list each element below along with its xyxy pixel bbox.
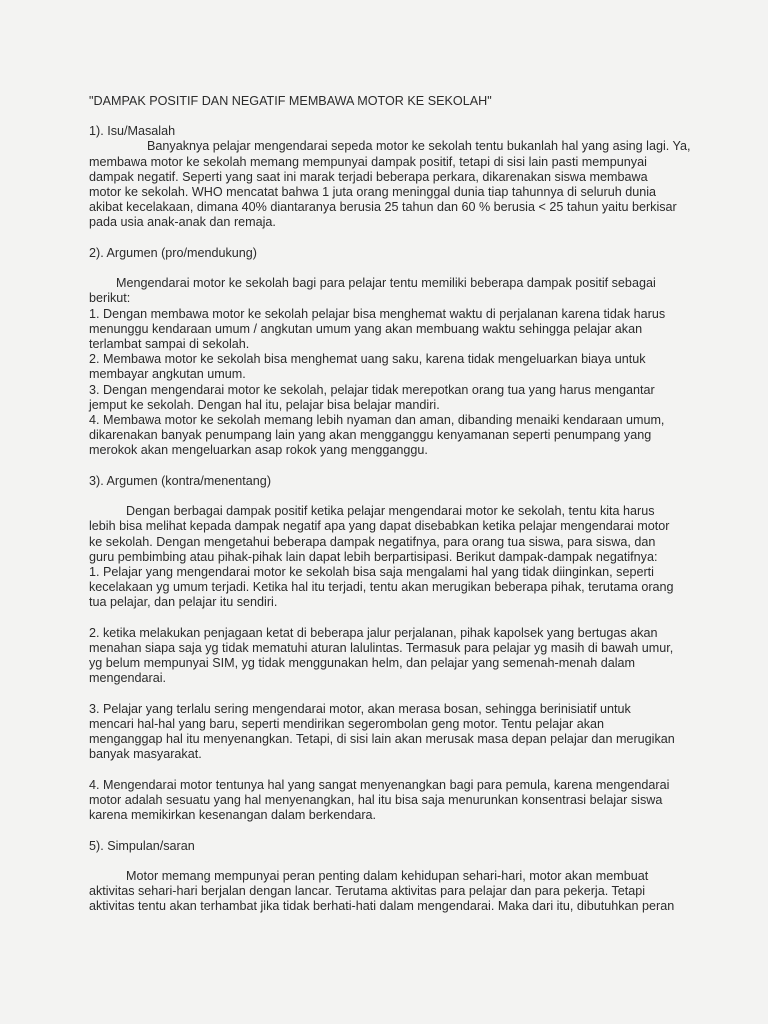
text-line: 2. Membawa motor ke sekolah bisa menghemat uang saku, karena tidak mengeluarkan biaya untuk: [89, 352, 646, 367]
text-line: guru pembimbing atau pihak-pihak lain dapat lebih berpartisipasi. Berikut dampak-dampak negatifnya:: [89, 549, 658, 564]
text-line: aktivitas sehari-hari berjalan dengan lancar. Terutama aktivitas para pelajar dan para pekerja. Tetapi: [89, 884, 646, 899]
text-line: ke sekolah. Dengan mengetahui beberapa dampak negatifnya, para orang tua siswa, para siswa, dan: [89, 534, 656, 549]
text-line: banyak masyarakat.: [89, 747, 202, 762]
text-line: kecelakaan yg umum terjadi. Ketika hal itu terjadi, tentu akan merugikan beberapa pihak, terutama orang: [89, 580, 674, 595]
paragraph-gap: [89, 611, 689, 626]
text-line: merokok akan mengeluarkan asap rokok yang mengganggu.: [89, 443, 428, 458]
document-title: "DAMPAK POSITIF DAN NEGATIF MEMBAWA MOTOR KE SEKOLAH": [89, 94, 492, 108]
document-body: [89, 124, 689, 914]
text-line: Dengan berbagai dampak positif ketika pelajar mengendarai motor ke sekolah, tentu kita harus: [126, 504, 655, 519]
text-line: motor adalah sesuatu yang hal menyenangkan, hal itu bisa saja menurunkan konsentrasi belajar siswa: [89, 793, 663, 808]
paragraph-gap: [89, 231, 689, 246]
text-line: berikut:: [89, 291, 131, 306]
text-line: 2. ketika melakukan penjagaan ketat di beberapa jalur perjalanan, pihak kapolsek yang bertugas akan: [89, 625, 658, 640]
text-line: menganggap hal itu menyenangkan. Tetapi, di sisi lain akan merusak masa depan pelajar dan merugikan: [89, 732, 675, 747]
text-line: 1). Isu/Masalah: [89, 124, 176, 139]
paragraph-gap: [89, 489, 689, 504]
text-line: jemput ke sekolah. Dengan hal itu, pelajar bisa belajar mandiri.: [89, 397, 440, 412]
text-line: aktivitas tentu akan terhambat jika tidak berhati-hati dalam mengendarai. Maka dari itu, dibutuhkan peran: [89, 899, 675, 914]
text-line: 1. Pelajar yang mengendarai motor ke sekolah bisa saja mengalami hal yang tidak diinginkan, seperti: [89, 565, 654, 580]
document-page: [89, 94, 689, 915]
text-line: membayar angkutan umum.: [89, 367, 246, 382]
text-line: 2). Argumen (pro/mendukung): [89, 245, 258, 260]
text-line: 3. Dengan mengendarai motor ke sekolah, pelajar tidak merepotkan orang tua yang harus mengantar: [89, 382, 655, 397]
text-line: terlambat sampai di sekolah.: [89, 337, 250, 352]
text-line: 3. Pelajar yang terlalu sering mengendarai motor, akan merasa bosan, sehingga berinisiatif untuk: [89, 701, 631, 716]
text-line: menunggu kendaraan umum / angkutan umum yang akan membuang waktu sehingga pelajar akan: [89, 321, 643, 336]
paragraph-gap: [89, 261, 689, 276]
text-line: yg belum mempunyai SIM, yg tidak menggunakan helm, dan pelajar yang semenah-menah dalam: [89, 656, 636, 671]
text-line: akibat kecelakaan, dimana 40% diantaranya berusia 25 tahun dan 60 % berusia < 25 tahun yaitu berkisar: [89, 200, 677, 215]
text-line: mencari hal-hal yang baru, seperti mendirikan segerombolan geng motor. Tentu pelajar akan: [89, 717, 605, 732]
text-line: Banyaknya pelajar mengendarai sepeda motor ke sekolah tentu bukanlah hal yang asing lagi. Ya,: [147, 139, 691, 154]
text-line: Motor memang mempunyai peran penting dalam kehidupan sehari-hari, motor akan membuat: [126, 869, 649, 884]
text-line: motor ke sekolah. WHO mencatat bahwa 1 juta orang meninggal dunia tiap tahunnya di seluruh dunia: [89, 185, 657, 200]
text-line: lebih bisa melihat kepada dampak negatif apa yang dapat disebabkan ketika pelajar mengendarai motor: [89, 519, 670, 534]
text-line: 1. Dengan membawa motor ke sekolah pelajar bisa menghemat waktu di perjalanan karena tidak harus: [89, 306, 666, 321]
paragraph-gap: [89, 459, 689, 474]
text-line: karena memikirkan kesenangan dalam berkendara.: [89, 808, 377, 823]
text-line: 4. Mengendarai motor tentunya hal yang sangat menyenangkan bagi para pemula, karena mengendarai: [89, 777, 670, 792]
text-line: 5). Simpulan/saran: [89, 838, 195, 853]
text-line: Mengendarai motor ke sekolah bagi para pelajar tentu memiliki beberapa dampak positif sebagai: [116, 276, 656, 291]
text-line: dikarenakan banyak penumpang lain yang akan mengganggu kenyamanan seperti penumpang yang: [89, 428, 652, 443]
text-line: 3). Argumen (kontra/menentang): [89, 473, 272, 488]
text-line: mengendarai.: [89, 671, 167, 686]
text-line: 4. Membawa motor ke sekolah memang lebih nyaman dan aman, dibanding menaiki kendaraan umum,: [89, 413, 665, 428]
text-line: membawa motor ke sekolah memang mempunyai dampak positif, tetapi di sisi lain pasti mempunyai: [89, 154, 647, 169]
text-line: dampak negatif. Seperti yang saat ini marak terjadi beberapa perkara, dikarenakan siswa membawa: [89, 169, 648, 184]
paragraph-gap: [89, 823, 689, 838]
paragraph-gap: [89, 687, 689, 702]
text-line: menahan siapa saja yg tidak mematuhi aturan lalulintas. Termasuk para pelajar yg masih di bawah umur,: [89, 641, 674, 656]
text-line: pada usia anak-anak dan remaja.: [89, 215, 276, 230]
paragraph-gap: [89, 763, 689, 778]
paragraph-gap: [89, 854, 689, 869]
text-line: tua pelajar, dan pelajar itu sendiri.: [89, 595, 278, 610]
